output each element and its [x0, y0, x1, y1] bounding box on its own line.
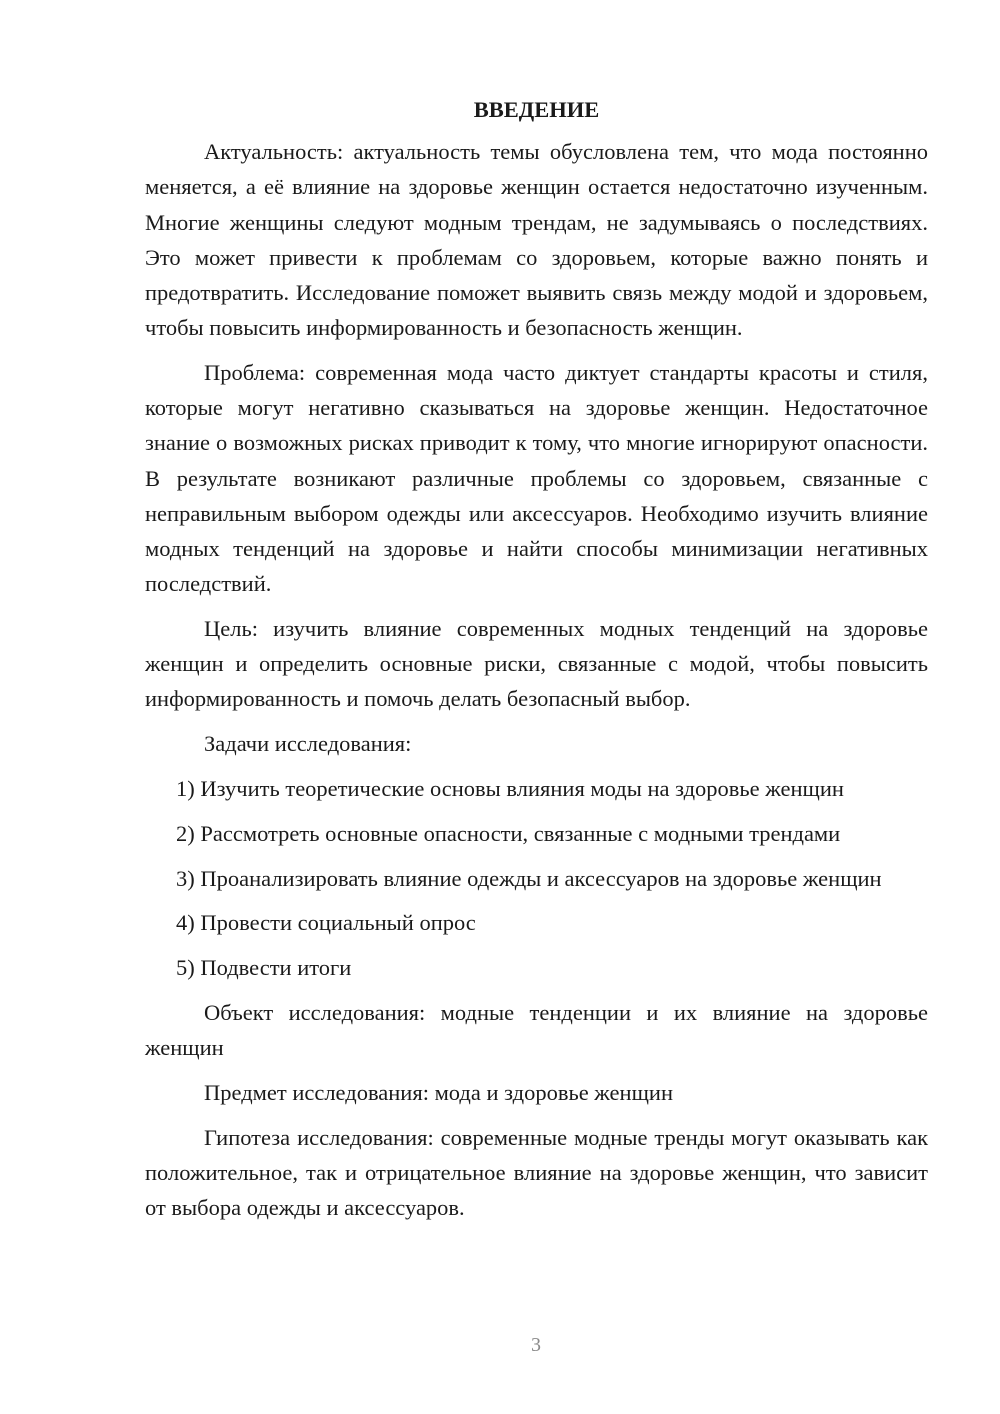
paragraph-object: Объект исследования: модные тенденции и их влияние на здоровье женщин — [145, 1000, 928, 1061]
list-item: 1) Изучить теоретические основы влияния моды на здоровье женщин — [176, 776, 844, 802]
tasks-heading: Задачи исследования: — [204, 731, 412, 757]
list-item: 3) Проанализировать влияние одежды и аксессуаров на здоровье женщин — [176, 865, 882, 891]
page-number: 3 — [531, 1334, 541, 1356]
paragraph-goal: Цель: изучить влияние современных модных тенденций на здоровье женщин и определить основные риски, связанные с модой, чтобы повысить информированность и помочь делать безопасный выбор. — [145, 616, 928, 712]
list-item: 4) Провести социальный опрос — [176, 910, 476, 936]
document-page — [145, 92, 928, 1235]
list-item: 2) Рассмотреть основные опасности, связанные с модными трендами — [176, 820, 841, 846]
paragraph-problem: Проблема: современная мода часто диктует стандарты красоты и стиля, которые могут негативно сказываться на здоровье женщин. Недостаточное знание о возможных рисках приводит к тому, что многие игнорируют опасности. В результате возникают различные проблемы со здоровьем, связанные с неправильным выбором одежды или аксессуаров. Необходимо изучить влияние модных тенденций на здоровье и найти способы минимизации негативных последствий. — [145, 360, 928, 597]
paragraph-hypothesis: Гипотеза исследования: современные модные тренды могут оказывать как положительное, так и отрицательное влияние на здоровье женщин, что зависит от выбора одежды и аксессуаров. — [145, 1124, 928, 1221]
list-item: 5) Подвести итоги — [176, 955, 352, 981]
paragraph-relevance: Актуальность: актуальность темы обусловлена тем, что мода постоянно меняется, а её влияние на здоровье женщин остается недостаточно изученным. Многие женщины следуют модным трендам, не задумываясь о последствиях. Это может привести к проблемам со здоровьем, которые важно понять и предотвратить. Исследование поможет выявить связь между модой и здоровьем, чтобы повысить информированность и безопасность женщин. — [145, 139, 928, 341]
paragraph-subject: Предмет исследования: мода и здоровье женщин — [204, 1080, 673, 1106]
page-title: ВВЕДЕНИЕ — [473, 97, 600, 122]
